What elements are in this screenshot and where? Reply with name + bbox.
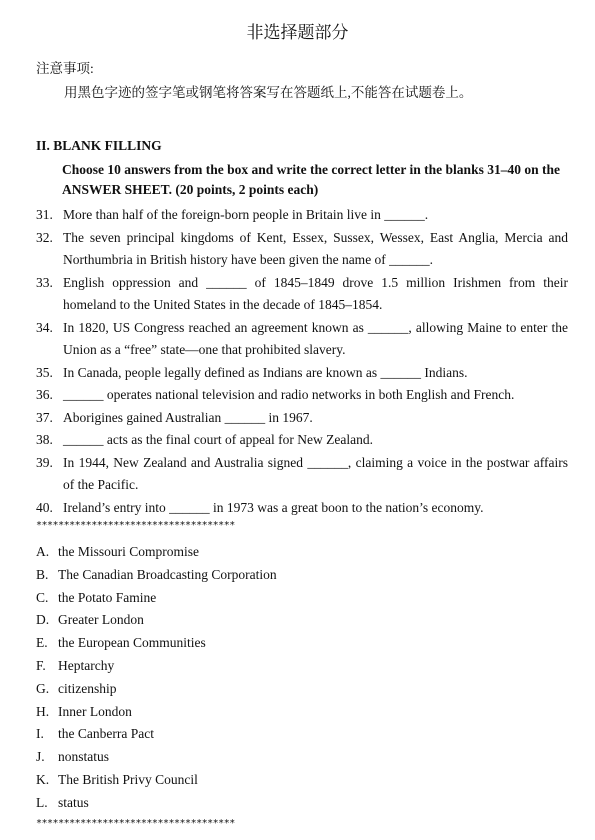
option-a (36, 541, 277, 564)
question-37 (36, 407, 568, 430)
page-title: 非选择题部分 (246, 23, 349, 42)
option-l (36, 792, 277, 815)
separator-bottom: ************************************ (36, 818, 235, 829)
question-number: 37. (36, 409, 53, 425)
option-list (36, 541, 277, 815)
option-c (36, 587, 277, 610)
option-text: citizenship (58, 680, 117, 696)
option-letter: A. (36, 544, 50, 559)
question-text: In Canada, people legally defined as Indians are known as ______ Indians. (63, 364, 468, 380)
option-k (36, 769, 277, 792)
option-letter: H. (36, 703, 50, 719)
option-letter: K. (36, 771, 50, 787)
question-list (36, 204, 568, 519)
option-text: the Missouri Compromise (58, 544, 199, 559)
option-text: Heptarchy (58, 657, 115, 673)
option-text: The British Privy Council (58, 771, 198, 787)
section-title: II. BLANK FILLING (36, 138, 162, 153)
question-text: English oppression and ______ of 1845–1849 drove 1.5 million Irishmen from their homeland to the United States in the decade of 1845–1854. (63, 274, 568, 312)
question-32 (36, 227, 568, 272)
option-e (36, 632, 277, 655)
question-36 (36, 384, 568, 407)
option-d (36, 609, 277, 632)
option-text: nonstatus (58, 749, 110, 765)
question-number: 40. (36, 499, 53, 515)
question-number: 31. (36, 207, 53, 222)
option-text: Inner London (58, 703, 132, 719)
question-number: 35. (36, 364, 53, 380)
option-f (36, 655, 277, 678)
notice-text: 用黑色字迹的签字笔或钢笔将答案写在答题纸上,不能答在试题卷上。 (64, 85, 473, 100)
section-instructions: Choose 10 answers from the box and write the correct letter in the blanks 31–40 on the ANSWER SHEET. (20 points, 2 points each) (62, 162, 560, 197)
question-40 (36, 497, 568, 520)
option-text: the European Communities (58, 635, 206, 651)
question-38 (36, 429, 568, 452)
option-text: the Potato Famine (58, 589, 157, 605)
option-i (36, 723, 277, 746)
option-j (36, 746, 277, 769)
option-text: status (58, 794, 89, 810)
notice-heading: 注意事项: (36, 61, 94, 76)
question-text: Aborigines gained Australian ______ in 1967. (63, 409, 313, 425)
question-text: More than half of the foreign-born people in Britain live in ______. (63, 207, 429, 222)
option-letter: F. (36, 657, 46, 673)
option-letter: C. (36, 589, 49, 605)
separator-top: ************************************ (36, 520, 235, 531)
question-35 (36, 362, 568, 385)
question-39 (36, 452, 568, 497)
option-letter: L. (36, 794, 48, 810)
question-text: In 1820, US Congress reached an agreement known as ______, allowing Maine to enter the Union as a “free” state—one that prohibited slavery. (63, 319, 568, 357)
option-letter: B. (36, 566, 49, 582)
question-number: 33. (36, 274, 53, 290)
question-text: The seven principal kingdoms of Kent, Essex, Sussex, Wessex, East Anglia, Mercia and Northumbria in British history have been given the name of ______. (63, 229, 568, 267)
question-number: 39. (36, 454, 53, 470)
option-h (36, 701, 277, 724)
question-number: 38. (36, 432, 53, 447)
option-letter: J. (36, 749, 45, 765)
option-text: the Canberra Pact (58, 726, 154, 742)
question-31 (36, 204, 568, 227)
option-text: The Canadian Broadcasting Corporation (58, 566, 277, 582)
question-text: ______ operates national television and radio networks in both English and French. (63, 387, 515, 402)
option-letter: E. (36, 635, 48, 651)
question-number: 32. (36, 229, 53, 245)
option-b (36, 564, 277, 587)
option-text: Greater London (58, 612, 144, 628)
question-text: In 1944, New Zealand and Australia signed ______, claiming a voice in the postwar affairs of the Pacific. (63, 454, 568, 492)
option-letter: G. (36, 680, 50, 696)
question-34 (36, 317, 568, 362)
question-number: 36. (36, 387, 53, 402)
question-text: ______ acts as the final court of appeal for New Zealand. (63, 432, 374, 447)
option-letter: I. (36, 726, 44, 742)
question-33 (36, 272, 568, 317)
option-g (36, 678, 277, 701)
option-letter: D. (36, 612, 50, 628)
question-number: 34. (36, 319, 53, 335)
question-text: Ireland’s entry into ______ in 1973 was a great boon to the nation’s economy. (63, 499, 484, 515)
